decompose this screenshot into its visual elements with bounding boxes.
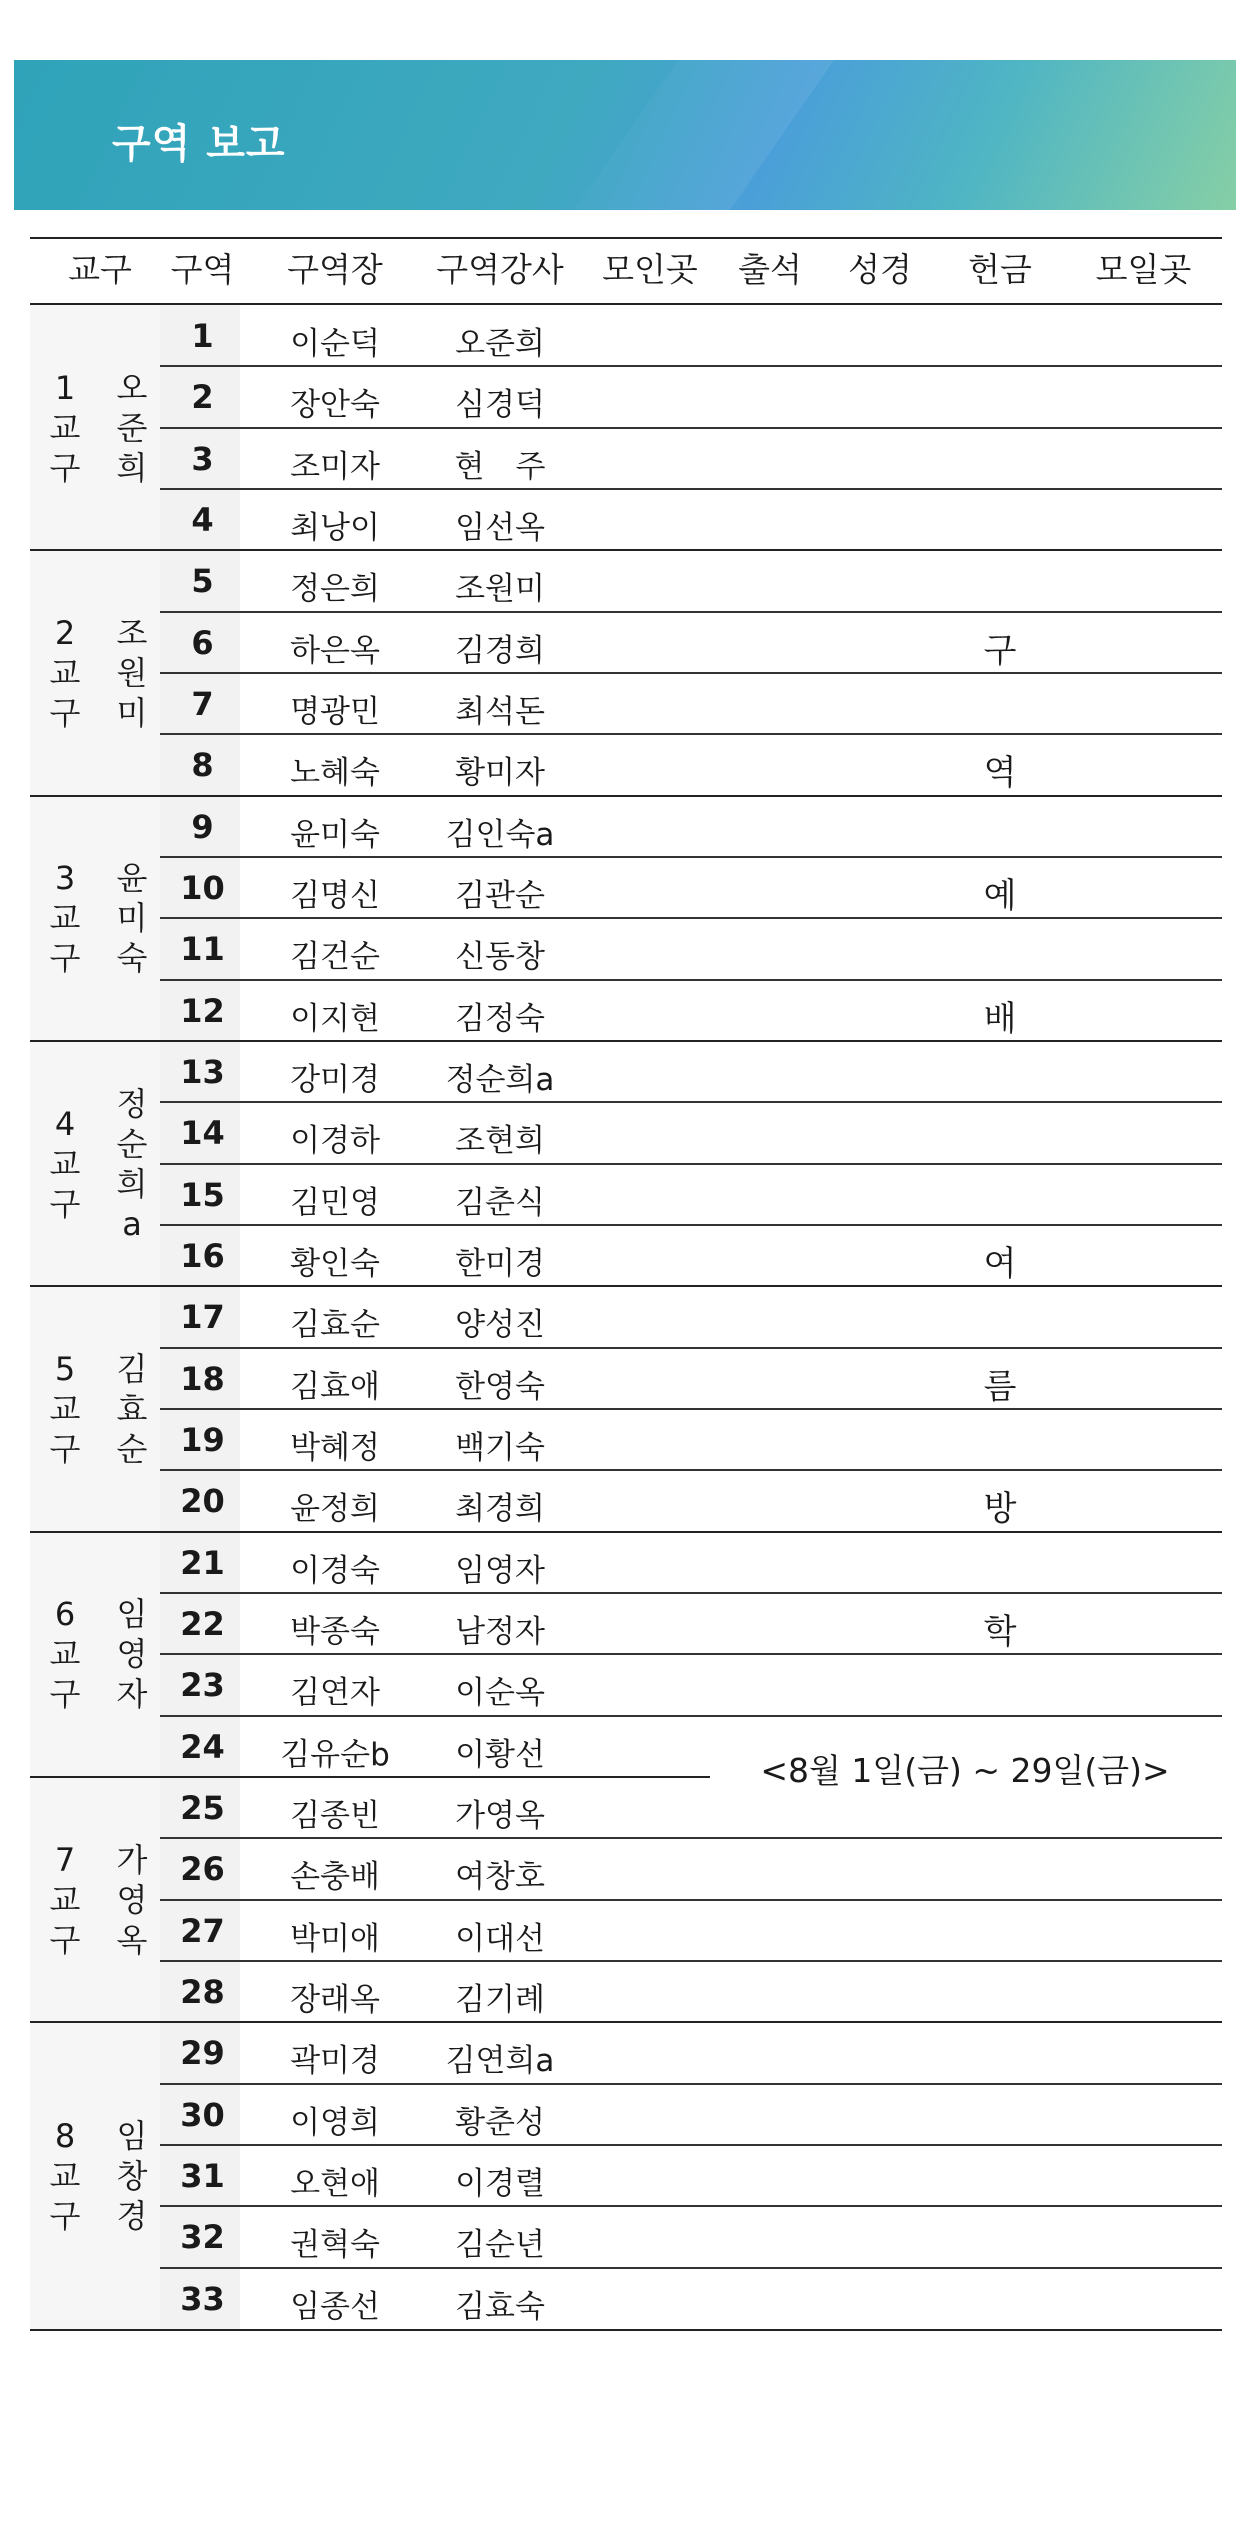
row-divider	[30, 1776, 710, 1778]
group-leader-char: 김	[116, 1349, 148, 1388]
row-divider	[30, 549, 1222, 551]
row-teacher: 김경희	[455, 632, 545, 669]
row-leader: 박혜정	[290, 1429, 380, 1466]
header-2: 구역	[170, 250, 235, 289]
table-bottom-rule	[30, 2329, 1222, 2331]
group-leader-char: 영	[116, 1635, 148, 1674]
row-number: 19	[180, 1420, 225, 1459]
row-number: 6	[191, 623, 214, 662]
row-teacher: 이대선	[455, 1920, 545, 1957]
row-leader: 이순덕	[290, 326, 380, 362]
row-divider	[160, 2267, 1222, 2269]
row-leader: 조미자	[290, 448, 380, 485]
header-7: 성경	[848, 250, 912, 289]
group-leader-char: 희	[116, 1164, 148, 1203]
row-teacher: 임영자	[455, 1552, 545, 1589]
row-divider	[30, 1285, 1222, 1287]
row-divider	[160, 1715, 1222, 1717]
row-divider	[160, 1469, 1222, 1471]
group-number-char: 교	[49, 899, 81, 938]
row-divider	[160, 1101, 1222, 1103]
row-number: 15	[180, 1175, 225, 1214]
group-number-char: 3	[54, 859, 76, 898]
row-teacher: 정순희a	[445, 1061, 555, 1098]
group-leader-char: 오	[116, 368, 148, 407]
row-divider	[160, 1408, 1222, 1410]
row-divider	[160, 979, 1222, 981]
row-leader: 김유순b	[280, 1736, 390, 1773]
group-number-char: 6	[54, 1595, 76, 1634]
row-number: 12	[180, 991, 225, 1030]
group-leader-char: 자	[116, 1675, 148, 1714]
group-leader-char: 윤	[116, 859, 148, 898]
row-number: 25	[180, 1788, 225, 1827]
row-leader: 정은희	[290, 571, 380, 608]
row-teacher: 한영숙	[455, 1368, 545, 1405]
group-number-char: 교	[49, 1389, 81, 1428]
row-divider	[160, 2205, 1222, 2207]
row-divider	[160, 427, 1222, 429]
row-teacher: 양성진	[455, 1307, 545, 1344]
row-leader: 하은옥	[290, 632, 380, 669]
group-leader-char: 희	[116, 448, 148, 487]
row-teacher: 신동창	[455, 939, 545, 976]
row-leader: 노혜숙	[290, 755, 380, 792]
row-number: 18	[180, 1359, 225, 1398]
row-teacher: 백기숙	[455, 1429, 545, 1466]
group-number-char: 구	[49, 1184, 81, 1223]
row-leader: 김명신	[290, 877, 380, 914]
row-number: 28	[180, 1972, 225, 2011]
group-leader-char: 옥	[116, 1920, 148, 1959]
row-teacher: 황춘성	[455, 2104, 545, 2141]
row-leader: 이영희	[290, 2104, 380, 2141]
row-teacher: 임선옥	[455, 509, 545, 546]
group-number-char: 8	[54, 2116, 76, 2155]
row-number: 7	[191, 684, 214, 723]
header-1: 교구	[68, 250, 132, 289]
group-leader-char: 미	[116, 899, 148, 938]
row-divider	[160, 1653, 1222, 1655]
row-leader: 손충배	[290, 1859, 380, 1896]
row-teacher: 김효숙	[455, 2288, 545, 2325]
row-number: 8	[191, 746, 214, 785]
row-divider	[160, 1592, 1222, 1594]
group-leader-char: a	[122, 1204, 142, 1243]
group-number-char: 1	[54, 368, 76, 407]
row-divider	[160, 1837, 1222, 1839]
row-divider	[160, 365, 1222, 367]
row-number: 1	[191, 317, 214, 355]
row-divider	[160, 1960, 1222, 1962]
vertical-note-char: 배	[983, 998, 1017, 1039]
group-number-char: 구	[49, 448, 81, 487]
group-leader-char: 영	[116, 1880, 148, 1919]
group-number-char: 2	[54, 613, 76, 652]
row-leader: 김민영	[290, 1184, 380, 1221]
row-divider	[160, 733, 1222, 735]
row-number: 22	[180, 1604, 225, 1643]
group-leader-char: 임	[116, 1595, 148, 1634]
row-leader: 김건순	[290, 939, 380, 976]
row-number: 23	[180, 1666, 225, 1705]
group-number-char: 교	[49, 653, 81, 692]
group-number-char: 교	[49, 1880, 81, 1919]
group-number-char: 구	[49, 2196, 81, 2235]
row-number: 10	[180, 868, 225, 907]
row-teacher: 이황선	[455, 1736, 545, 1773]
row-teacher: 김연희a	[445, 2043, 555, 2080]
row-leader: 윤미숙	[290, 816, 380, 853]
row-number: 29	[180, 2034, 225, 2073]
group-leader-char: 숙	[116, 939, 148, 978]
row-leader: 김효애	[290, 1368, 380, 1405]
page-title: 구역 보고	[112, 121, 286, 167]
header-top-rule	[30, 237, 1222, 239]
row-divider	[30, 1531, 1222, 1533]
row-divider	[160, 2083, 1222, 2085]
row-number: 21	[180, 1543, 225, 1582]
row-divider	[160, 917, 1222, 919]
group-number-char: 구	[49, 939, 81, 978]
row-leader: 장래옥	[290, 1981, 380, 2018]
row-leader: 김효순	[290, 1307, 380, 1344]
row-number: 31	[180, 2156, 225, 2195]
row-teacher: 남정자	[455, 1613, 545, 1650]
row-leader: 박종숙	[290, 1613, 380, 1650]
row-teacher: 심경덕	[455, 387, 545, 424]
vertical-note-char: 여	[983, 1243, 1017, 1284]
group-number-char: 구	[49, 1920, 81, 1959]
row-number: 2	[191, 378, 214, 417]
row-leader: 최낭이	[290, 509, 380, 546]
row-number: 24	[180, 1727, 225, 1766]
row-number: 27	[180, 1911, 225, 1950]
row-teacher: 김정숙	[455, 1000, 545, 1037]
row-leader: 오현애	[290, 2165, 380, 2202]
row-number: 16	[180, 1236, 225, 1275]
row-number: 33	[180, 2279, 225, 2318]
row-number: 26	[180, 1850, 225, 1889]
group-number-char: 7	[54, 1840, 76, 1879]
row-teacher: 김기례	[455, 1981, 545, 2018]
vertical-note-char: 방	[983, 1489, 1017, 1530]
row-teacher: 오준희	[455, 326, 545, 362]
row-leader: 이경하	[290, 1123, 380, 1160]
group-leader-char: 창	[116, 2156, 148, 2195]
group-number-char: 교	[49, 1144, 81, 1183]
group-leader-char: 임	[116, 2116, 148, 2155]
row-teacher: 김순년	[455, 2227, 545, 2264]
row-leader: 임종선	[290, 2288, 380, 2325]
group-number-char: 구	[49, 1429, 81, 1468]
row-leader: 이경숙	[290, 1552, 380, 1589]
row-teacher: 이순옥	[455, 1675, 545, 1712]
row-teacher: 김인숙a	[445, 816, 555, 853]
vertical-note-char: 름	[983, 1366, 1017, 1407]
row-number: 11	[180, 930, 225, 969]
row-divider	[160, 1224, 1222, 1226]
row-number: 9	[191, 807, 214, 846]
row-teacher: 최석돈	[455, 693, 545, 730]
header-3: 구역장	[287, 250, 383, 289]
row-teacher: 조현희	[455, 1123, 545, 1160]
group-leader-char: 미	[116, 693, 148, 732]
row-teacher: 여창호	[455, 1859, 545, 1896]
row-divider	[30, 795, 1222, 797]
row-divider	[160, 856, 1222, 858]
row-number: 20	[180, 1482, 225, 1521]
group-leader-char: 순	[116, 1429, 148, 1468]
header-8: 헌금	[968, 250, 1032, 289]
row-leader: 강미경	[290, 1061, 380, 1098]
header-5: 모인곳	[602, 250, 698, 289]
group-number-char: 구	[49, 1675, 81, 1714]
row-number: 5	[191, 562, 214, 601]
row-teacher: 이경렬	[455, 2165, 545, 2202]
group-number-char: 교	[49, 408, 81, 447]
row-number: 13	[180, 1052, 225, 1091]
group-leader-char: 조	[116, 613, 148, 652]
row-leader: 권혁숙	[290, 2227, 380, 2264]
row-divider	[30, 2021, 1222, 2023]
row-leader: 윤정희	[290, 1491, 380, 1528]
row-divider	[160, 488, 1222, 490]
header-4: 구역강사	[436, 250, 564, 289]
group-number-char: 교	[49, 1635, 81, 1674]
group-leader-char: 경	[116, 2196, 148, 2235]
row-divider	[160, 1163, 1222, 1165]
row-teacher: 한미경	[455, 1245, 545, 1282]
header-6: 출석	[738, 250, 802, 289]
group-leader-char: 정	[116, 1084, 148, 1123]
group-leader-char: 순	[116, 1124, 148, 1163]
row-teacher: 최경희	[455, 1491, 545, 1528]
row-teacher: 김관순	[455, 877, 545, 914]
row-number: 32	[180, 2218, 225, 2257]
title-banner	[14, 60, 1236, 210]
row-number: 17	[180, 1298, 225, 1337]
group-leader-char: 효	[116, 1389, 148, 1428]
row-leader: 김연자	[290, 1675, 380, 1712]
row-leader: 장안숙	[290, 387, 380, 424]
header-9: 모일곳	[1095, 250, 1192, 289]
row-divider	[160, 1347, 1222, 1349]
row-teacher: 김춘식	[455, 1184, 545, 1221]
group-leader-char: 원	[116, 653, 148, 692]
row-number: 30	[180, 2095, 225, 2134]
group-number-char: 5	[54, 1349, 76, 1388]
group-number-char: 4	[54, 1104, 76, 1143]
row-leader: 김종빈	[290, 1797, 380, 1834]
group-number-char: 구	[49, 693, 81, 732]
row-teacher: 조원미	[455, 571, 545, 608]
row-divider	[160, 2144, 1222, 2146]
group-leader-char: 가	[116, 1840, 148, 1879]
row-divider	[160, 611, 1222, 613]
row-teacher: 황미자	[455, 755, 545, 792]
vertical-note-char: 구	[983, 630, 1017, 671]
row-leader: 이지현	[290, 1000, 380, 1037]
row-teacher: 현 주	[454, 448, 546, 485]
group-leader-char: 준	[116, 408, 148, 447]
row-teacher: 가영옥	[455, 1797, 545, 1834]
row-leader: 명광민	[290, 693, 380, 730]
vertical-note-char: 학	[983, 1611, 1017, 1652]
row-divider	[30, 1040, 1222, 1042]
row-leader: 황인숙	[290, 1245, 380, 1282]
row-leader: 박미애	[290, 1920, 380, 1957]
row-divider	[160, 1899, 1222, 1901]
row-leader: 곽미경	[290, 2043, 380, 2080]
vertical-note-char: 예	[983, 875, 1017, 916]
date-note: <8월 1일(금) ~ 29일(금)>	[760, 1751, 1170, 1790]
row-number: 4	[191, 500, 214, 539]
row-number: 14	[180, 1114, 225, 1153]
row-divider	[160, 672, 1222, 674]
group-number-char: 교	[49, 2156, 81, 2195]
vertical-note-char: 역	[983, 753, 1017, 794]
row-number: 3	[191, 439, 214, 478]
